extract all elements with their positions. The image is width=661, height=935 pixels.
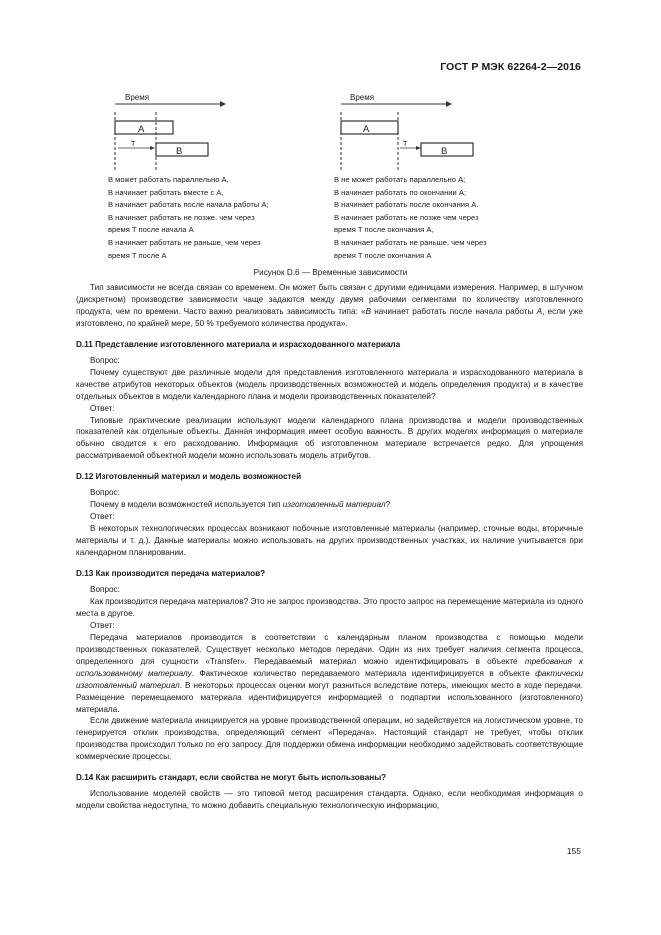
right-t-arrow-icon xyxy=(416,146,421,150)
answer-label: Ответ: xyxy=(90,403,115,413)
left-box-a-label: A xyxy=(138,124,145,135)
right-box-a xyxy=(341,121,398,134)
left-caption-line: B начинает работать вместе с A, xyxy=(108,187,224,197)
answer-label: Ответ: xyxy=(90,620,115,630)
question-text: Как производится передача материалов? Это не запрос производства. Это просто запрос на перемещение материала из одного места в другое. xyxy=(76,596,583,618)
answer-text: Типовые практические реализации используют модели календарного плана производства и модели производственных показателей как отдельные объекты. Данная информация имеет особую важность. В других моделях информация о материале обычно сводится к его расходованию. Информация об изготовленном материале встречается редко. Для упрощения рассматриваемой объектной модели можно использовать модель атрибутов. xyxy=(76,415,583,461)
right-caption-line: B начинает работать по окончании A; xyxy=(334,187,467,197)
left-t-label: T xyxy=(131,141,136,148)
left-caption-line: B начинает работать после начала работы A; xyxy=(108,200,269,210)
left-time-label: Время xyxy=(125,93,150,102)
question-label: Вопрос: xyxy=(90,488,120,498)
document-header: ГОСТ Р МЭК 62264-2—2016 xyxy=(440,61,581,73)
left-diagram xyxy=(115,101,226,170)
right-diagram xyxy=(341,101,473,170)
right-box-b-label: B xyxy=(441,146,448,157)
figure-caption: Рисунок D.6 — Временные зависимости xyxy=(253,268,408,277)
right-box-a-label: A xyxy=(363,124,370,135)
right-time-arrow-icon xyxy=(446,101,452,107)
right-caption-line: B начинает работать не раньше, чем через xyxy=(334,237,487,247)
question-label: Вопрос: xyxy=(90,584,120,594)
left-caption-line: B может работать параллельно A, xyxy=(108,175,229,184)
page-number: 155 xyxy=(566,846,581,856)
section-d14-title: D.14 Как расширить стандарт, если свойства не могут быть использованы? xyxy=(76,773,387,783)
answer-text: В некоторых технологических процессах возникают побочные изготовленные материалы (например, сточные воды, вторичные материалы и т. д.). Данные материалы можно использовать на других производственных участках, их наличие учитывается при календарном планировании. xyxy=(76,524,583,558)
question-text: Почему в модели возможностей используется тип изготовленный материал? xyxy=(90,500,391,510)
left-caption xyxy=(108,174,269,262)
left-t-arrow-icon xyxy=(150,146,155,150)
question-text: Почему существуют две различные модели для представления изготовленного материала и израсходованного материала в качестве атрибутов некоторых объектов (модель производственных возможностей и модель определения продукта) и в качестве отдельных объектов в модели календарного плана и модели производственных показателей? xyxy=(76,367,583,401)
answer-text-continued: Если движение материала инициируется на уровне производственной операции, но задействуется на логистическом уровне, то генерируется отклик производства, определяющий сегмент «Передача». Настоящий стандарт не требует, чтобы отклик производства происходил только по его запросу. Для поддержки обмена информации необходимо задействовать соответствующие коммерческие процессы. xyxy=(76,716,583,762)
question-label: Вопрос: xyxy=(90,355,120,365)
left-caption-line: время T после A xyxy=(108,250,167,260)
left-caption-line: B начинает работать не раньше, чем через xyxy=(108,237,261,247)
right-caption-line: время T после окончания A xyxy=(334,250,432,260)
answer-label: Ответ: xyxy=(90,512,115,522)
left-time-arrow-icon xyxy=(220,101,226,107)
intro-paragraph: Тип зависимости не всегда связан со временем. Он может быть связан с другими единицами измерения. Например, в штучном (дискретном) производстве зависимости чаще задаются между двумя рабочими сегментами по количеству изготовленного продукта, чем по времени. Часто важно реализовать зависимость типа: «B начинает работать после начала работы A, если уже изготовлено, по крайней мере, 50 % требуемого количества продукта». xyxy=(76,283,583,328)
right-caption-line: B начинает работать после окончания A. xyxy=(334,200,479,210)
section-d14-text: Использование моделей свойств — это типовой метод расширения стандарта. Однако, если необходимая информация о модели свойства недоступна, то можно добавить специальную технологическую информацию, xyxy=(76,789,583,811)
right-caption-line: B не может работать параллельно A; xyxy=(334,175,466,184)
body-text xyxy=(76,282,583,812)
right-caption-line: время T после окончания A, xyxy=(334,225,434,235)
left-caption-line: B начинает работать не позже. чем через xyxy=(108,212,255,222)
right-t-label: T xyxy=(403,141,408,148)
left-caption-line: время T после начала A xyxy=(108,225,194,235)
right-caption-line: B начинает работать не позже чем через xyxy=(334,212,479,222)
left-box-b-label: B xyxy=(176,146,183,157)
right-time-label: Время xyxy=(350,93,375,102)
section-d13-title: D.13 Как производится передача материалов? xyxy=(76,569,266,579)
right-caption xyxy=(334,174,487,262)
section-d11-title: D.11 Представление изготовленного материала и израсходованного материала xyxy=(76,339,401,349)
timing-diagram xyxy=(0,0,661,270)
section-d12-title: D.12 Изготовленный материал и модель возможностей xyxy=(76,472,302,482)
answer-text: Передача материалов производится в соответствии с календарным планом производства с помощью модели производственных показателей. Существует несколько методов передачи. Один из них требует наличия сегмента процесса, определенного для сущности «Transfer». Передаваемый материал можно идентифицировать в объекте требования к использованному материалу. Фактическое количество передаваемого материала идентифицируется в объекте фактически изготовленный материал. В некоторых процессах оценки могут разниться вследствие потерь, имеющих место в ходе передачи. Размещение перемещаемого материала идентифицируется информацией о подпартии использованного (изготовленного) материала. xyxy=(76,632,584,714)
